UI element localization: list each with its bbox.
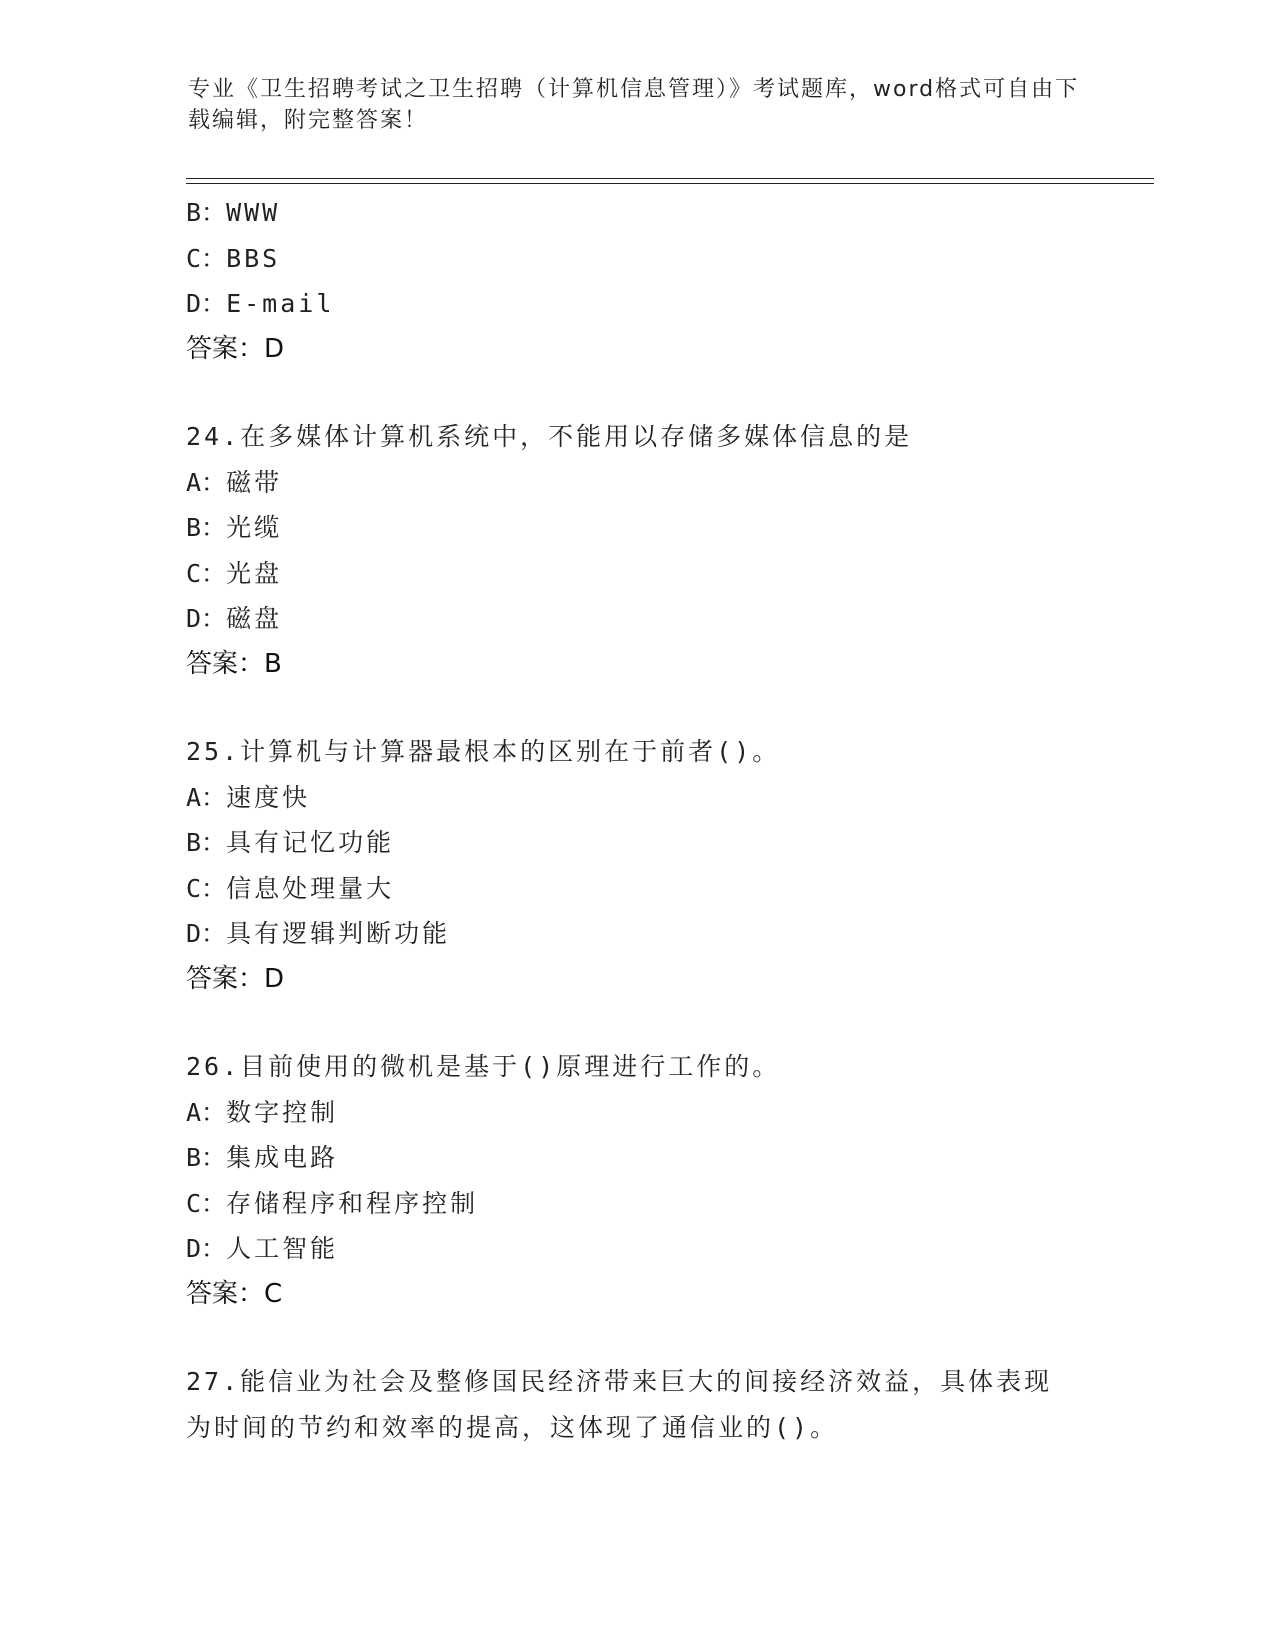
document-header: 专业《卫生招聘考试之卫生招聘（计算机信息管理）》考试题库，word格式可自由下载编辑，附完整答案！ — [188, 77, 1080, 133]
question-stem-line-2: 为时间的节约和效率的提高，这体现了通信业的()。 — [186, 1412, 839, 1442]
question-continued — [186, 190, 1106, 372]
option-b: B：WWW — [186, 198, 281, 227]
option-d: D：具有逻辑判断功能 — [186, 919, 451, 948]
question-stem: 26.目前使用的微机是基于()原理进行工作的。 — [186, 1052, 781, 1081]
question-24 — [186, 414, 1106, 687]
answer-label: 答案：C — [186, 1278, 283, 1309]
question-27 — [186, 1359, 1106, 1450]
option-c: C：BBS — [186, 243, 281, 273]
option-d: D：磁盘 — [186, 604, 283, 633]
answer-label: 答案：B — [186, 648, 282, 679]
question-25 — [186, 729, 1106, 1002]
option-b: B：具有记忆功能 — [186, 828, 395, 857]
header-divider-bottom — [186, 183, 1154, 184]
option-c: C：信息处理量大 — [186, 873, 395, 903]
option-c: C：光盘 — [186, 558, 283, 588]
answer-label: 答案：D — [186, 333, 285, 364]
answer-label: 答案：D — [186, 963, 285, 994]
question-list — [186, 190, 1106, 1450]
question-26 — [186, 1044, 1106, 1317]
option-d: D：人工智能 — [186, 1234, 339, 1263]
question-stem: 24.在多媒体计算机系统中，不能用以存储多媒体信息的是 — [186, 422, 913, 451]
header-divider-top — [186, 178, 1154, 179]
option-a: A：数字控制 — [186, 1097, 339, 1127]
question-stem-line-1: 27.能信业为社会及整修国民经济带来巨大的间接经济效益，具体表现 — [186, 1367, 1053, 1396]
option-b: B：光缆 — [186, 513, 283, 542]
option-a: A：磁带 — [186, 467, 283, 497]
option-c: C：存储程序和程序控制 — [186, 1188, 479, 1218]
option-d: D：E-mail — [186, 289, 335, 318]
question-stem: 25.计算机与计算器最根本的区别在于前者()。 — [186, 737, 781, 766]
option-a: A：速度快 — [186, 782, 311, 812]
option-b: B：集成电路 — [186, 1143, 339, 1172]
